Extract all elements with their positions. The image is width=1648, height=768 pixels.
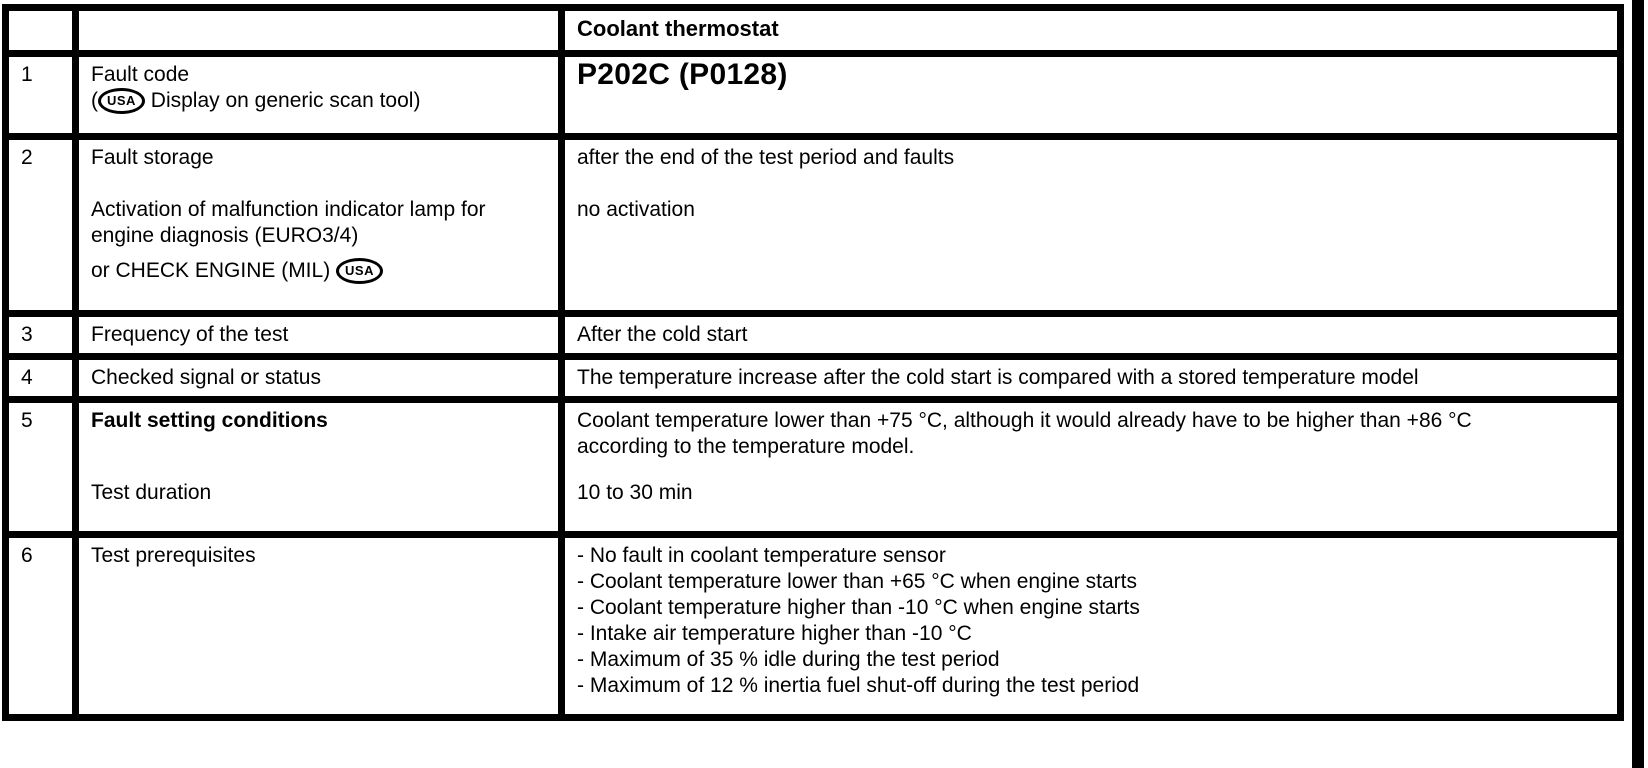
row-num: 4: [6, 357, 76, 400]
usa-stamp-icon: USA: [336, 258, 383, 284]
row-num: 1: [6, 54, 76, 137]
fault-spec-table: [2, 4, 1624, 721]
row-num: 2: [6, 137, 76, 314]
page-title: Coolant thermostat: [577, 16, 779, 41]
row-test-frequency: [6, 314, 1621, 357]
fault-code-label-line2: [91, 88, 546, 114]
fault-code-label-cell: [76, 54, 562, 137]
test-duration-value: 10 to 30 min: [577, 481, 693, 504]
header-num-cell: [6, 8, 76, 54]
prerequisite-item: - Maximum of 12 % inertia fuel shut-off during the test period: [577, 674, 1140, 697]
fault-conditions-value: Coolant temperature lower than +75 °C, although it would already have to be higher than +86 °C according to the temperature model.: [577, 409, 1472, 458]
row-checked-signal: [6, 357, 1621, 400]
fault-code-value-cell: [562, 54, 1621, 137]
fault-storage-label: Fault storage: [91, 146, 214, 169]
test-prerequisites-value-cell: [562, 535, 1621, 718]
scan-tool-note: Display on generic scan tool): [150, 89, 421, 112]
row-fault-storage: [6, 137, 1621, 314]
fault-conditions-label: Fault setting conditions: [91, 409, 328, 432]
prerequisite-item: - Coolant temperature lower than +65 °C when engine starts: [577, 570, 1137, 593]
row-num: 6: [6, 535, 76, 718]
test-frequency-value: After the cold start: [562, 314, 1621, 357]
mil-activation-value: no activation: [577, 198, 695, 221]
test-duration-label: Test duration: [91, 481, 212, 504]
checked-signal-label: Checked signal or status: [76, 357, 562, 400]
row-num: 3: [6, 314, 76, 357]
fault-storage-value-cell: [562, 137, 1621, 314]
fault-conditions-value-cell: [562, 400, 1621, 535]
check-engine-label: or CHECK ENGINE (MIL): [91, 259, 331, 282]
header-row: [6, 8, 1621, 54]
fault-conditions-label-cell: [76, 400, 562, 535]
prerequisite-item: - Maximum of 35 % idle during the test period: [577, 648, 1000, 671]
fault-storage-value: after the end of the test period and faults: [577, 146, 955, 169]
row-num: 5: [6, 400, 76, 535]
test-prerequisites-label: Test prerequisites: [76, 535, 562, 718]
row-test-prerequisites: [6, 535, 1621, 718]
header-label-cell: [76, 8, 562, 54]
mil-activation-label: Activation of malfunction indicator lamp for engine diagnosis (EURO3/4): [91, 198, 486, 247]
test-frequency-label: Frequency of the test: [76, 314, 562, 357]
prerequisite-item: - Coolant temperature higher than -10 °C when engine starts: [577, 596, 1140, 619]
usa-stamp-icon: USA: [98, 88, 145, 114]
checked-signal-value: The temperature increase after the cold start is compared with a stored temperature model: [562, 357, 1621, 400]
header-title-cell: [562, 8, 1621, 54]
page-edge-line: [1632, 0, 1644, 768]
fault-storage-label-cell: [76, 137, 562, 314]
check-engine-label-line: [91, 258, 546, 284]
prerequisite-item: - Intake air temperature higher than -10 °C: [577, 622, 972, 645]
fault-code-label: Fault code: [91, 63, 190, 86]
prerequisite-item: - No fault in coolant temperature sensor: [577, 544, 946, 567]
row-fault-code: [6, 54, 1621, 137]
paren-open: (: [91, 89, 98, 112]
fault-code-value: P202C (P0128): [577, 58, 788, 91]
row-fault-setting-conditions: [6, 400, 1621, 535]
